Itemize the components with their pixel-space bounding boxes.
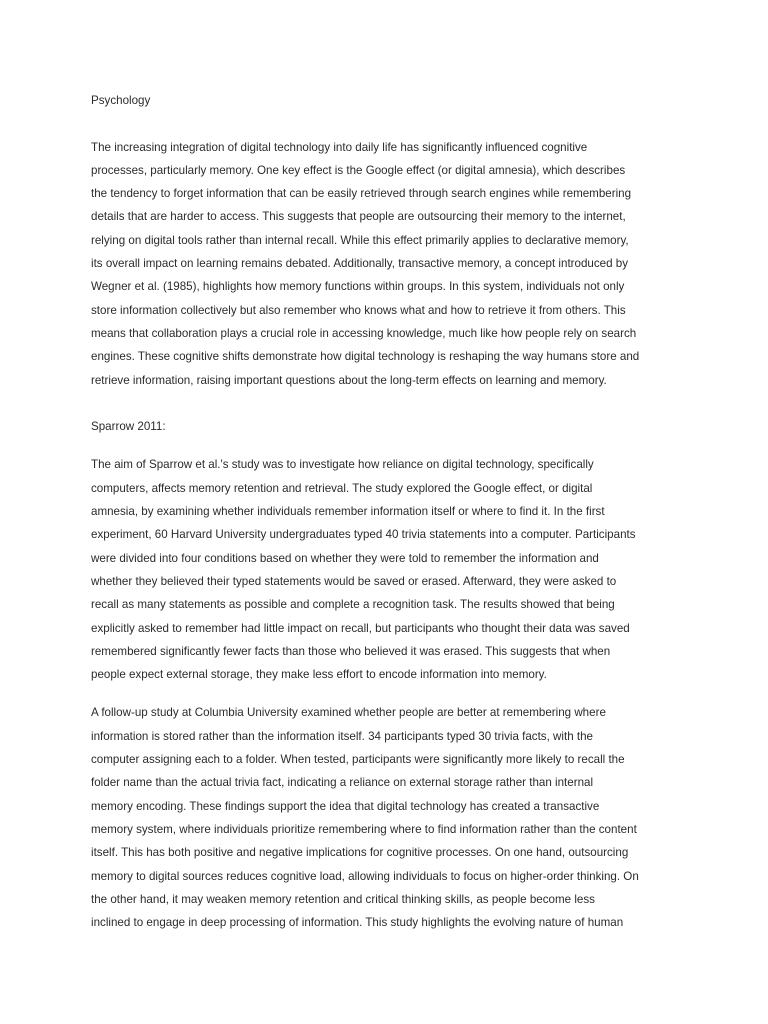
paragraph-line: remembered significantly fewer facts than those who believed it was erased. This suggests that when bbox=[91, 644, 611, 658]
paragraph-line: itself. This has both positive and negative implications for cognitive processes. On one hand, outsourcing bbox=[91, 846, 629, 860]
paragraph-line: store information collectively but also remember who knows what and how to retrieve it from others. This bbox=[91, 303, 626, 317]
paragraph-line: its overall impact on learning remains debated. Additionally, transactive memory, a concept introduced by bbox=[91, 257, 629, 271]
paragraph-line: the other hand, it may weaken memory retention and critical thinking skills, as people become less bbox=[91, 892, 595, 906]
document-body bbox=[91, 89, 680, 934]
paragraph-line: means that collaboration plays a crucial role in accessing knowledge, much like how people rely on search bbox=[91, 326, 637, 340]
spacer bbox=[91, 112, 680, 135]
document-title: Psychology bbox=[91, 94, 151, 107]
paragraph-line: memory system, where individuals prioritize remembering where to find information rather than the content bbox=[91, 822, 637, 836]
paragraph-line: retrieve information, raising important questions about the long-term effects on learning and memory. bbox=[91, 373, 607, 387]
intro-paragraph bbox=[91, 136, 680, 392]
paragraph-line: The aim of Sparrow et al.'s study was to investigate how reliance on digital technology, specifically bbox=[91, 458, 594, 472]
paragraph-line: details that are harder to access. This suggests that people are outsourcing their memory to the internet, bbox=[91, 210, 626, 224]
paragraph-line: inclined to engage in deep processing of information. This study highlights the evolving nature of human bbox=[91, 916, 624, 930]
paragraph-line: memory to digital sources reduces cognitive load, allowing individuals to focus on higher-order thinking. On bbox=[91, 869, 639, 883]
paragraph-line: experiment, 60 Harvard University undergraduates typed 40 trivia statements into a computer. Participants bbox=[91, 528, 636, 542]
spacer bbox=[91, 686, 680, 701]
paragraph-line: memory encoding. These findings support the idea that digital technology has created a transactive bbox=[91, 799, 600, 813]
paragraph-line: folder name than the actual trivia fact, indicating a reliance on external storage rather than internal bbox=[91, 776, 594, 790]
paragraph-line: processes, particularly memory. One key effect is the Google effect (or digital amnesia), which describes bbox=[91, 163, 626, 177]
paragraph-line: The increasing integration of digital technology into daily life has significantly influenced cognitive bbox=[91, 140, 588, 154]
paragraph-line: amnesia, by examining whether individuals remember information itself or where to find it. In the first bbox=[91, 505, 605, 519]
section-heading: Sparrow 2011: bbox=[91, 420, 166, 434]
paragraph-line: information is stored rather than the information itself. 34 participants typed 30 trivia facts, with the bbox=[91, 729, 594, 743]
paragraph-line: computer assigning each to a folder. When tested, participants were significantly more likely to recall the bbox=[91, 753, 625, 767]
spacer bbox=[91, 438, 680, 453]
paragraph-line: Wegner et al. (1985), highlights how memory functions within groups. In this system, individuals not only bbox=[91, 280, 625, 294]
study-paragraph-2 bbox=[91, 701, 680, 934]
paragraph-line: the tendency to forget information that can be easily retrieved through search engines while remembering bbox=[91, 187, 632, 201]
paragraph-line: whether they believed their typed statements would be saved or erased. Afterward, they were asked to bbox=[91, 574, 617, 588]
paragraph-line: A follow-up study at Columbia University examined whether people are better at remembering where bbox=[91, 706, 606, 720]
paragraph-line: people expect external storage, they make less effort to encode information into memory. bbox=[91, 668, 547, 682]
paragraph-line: engines. These cognitive shifts demonstrate how digital technology is reshaping the way humans store and bbox=[91, 350, 640, 364]
spacer bbox=[91, 392, 680, 415]
paragraph-line: were divided into four conditions based on whether they were told to remember the information and bbox=[91, 551, 599, 565]
study-paragraph-1 bbox=[91, 453, 680, 686]
paragraph-line: explicitly asked to remember had little impact on recall, but participants who thought their data was saved bbox=[91, 621, 630, 635]
paragraph-line: computers, affects memory retention and retrieval. The study explored the Google effect, or digital bbox=[91, 481, 593, 495]
paragraph-line: recall as many statements as possible and complete a recognition task. The results showed that being bbox=[91, 598, 615, 612]
paragraph-line: relying on digital tools rather than internal recall. While this effect primarily applies to declarative memory, bbox=[91, 233, 629, 247]
